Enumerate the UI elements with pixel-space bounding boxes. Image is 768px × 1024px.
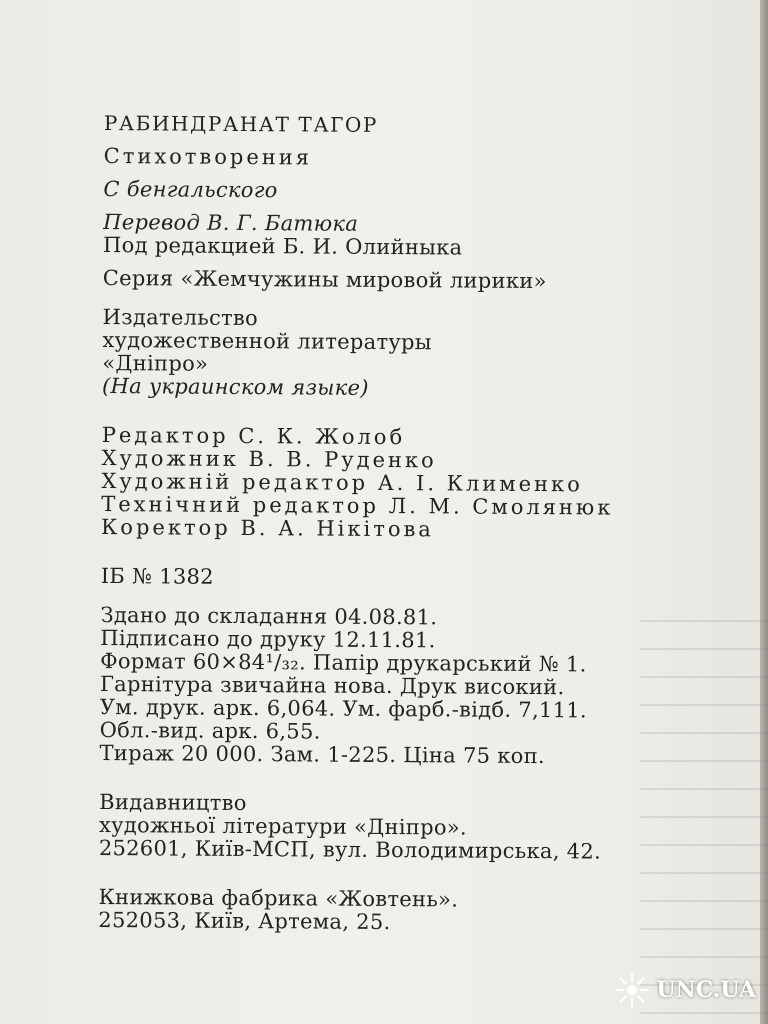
series-name: Серия «Жемчужины мировой лирики» <box>102 265 547 294</box>
publisher-line: «Дніпро» <box>102 350 209 376</box>
address-line: Видавництво <box>99 789 247 816</box>
print-detail: Обл.-вид. арк. 6,55. <box>99 717 321 744</box>
address-line: 252053, Київ, Артема, 25. <box>98 907 391 935</box>
print-detail: Тираж 20 000. Зам. 1-225. Ціна 75 коп. <box>99 740 546 769</box>
credit-line: Технічний редактор Л. М. Смолянюк <box>101 491 614 520</box>
credit-line: Художній редактор А. І. Клименко <box>101 468 583 497</box>
credit-line: Художник В. В. Руденко <box>101 445 437 473</box>
print-detail: Гарнітура звичайна нова. Друк високий. <box>99 671 565 700</box>
print-detail: Формат 60×84¹/₃₂. Папір друкарський № 1. <box>100 648 587 677</box>
book-title: Стихотворения <box>103 143 313 170</box>
publisher-line: Издательство <box>102 304 259 331</box>
print-details-block <box>99 604 740 769</box>
author-name: РАБИНДРАНАТ ТАГОР <box>103 111 379 137</box>
address-line: художньої літератури «Дніпро». <box>98 812 468 840</box>
colophon-text <box>98 112 744 936</box>
chief-editor: Под редакцией Б. И. Олийныка <box>102 232 463 260</box>
print-detail: Підписано до друку 12.11.81. <box>100 625 436 653</box>
factory-address-block <box>98 886 738 936</box>
print-detail: Здано до складання 04.08.81. <box>100 602 438 630</box>
watermark-text: UNC.UA <box>656 977 756 1003</box>
publisher-line: художественной литературы <box>102 327 432 355</box>
publisher-block <box>102 306 743 402</box>
address-line: 252601, Київ-МСП, вул. Володимирська, 42. <box>98 835 602 864</box>
translator: Перевод В. Г. Батюка <box>103 209 359 236</box>
credit-line: Коректор В. А. Нікітова <box>101 514 434 542</box>
address-line: Книжкова фабрика «Жовтень». <box>98 884 459 912</box>
publisher-line: (На украинском языке) <box>102 373 369 400</box>
credit-line: Редактор С. К. Жолоб <box>101 422 406 450</box>
print-detail: Ум. друк. арк. 6,064. Ум. фарб.-відб. 7,111. <box>99 694 588 723</box>
credits-block <box>101 424 742 543</box>
site-watermark <box>614 972 756 1008</box>
source-language: С бенгальского <box>103 176 278 203</box>
publisher-address-block <box>99 791 739 864</box>
sunburst-logo-icon <box>614 972 650 1008</box>
ib-number: ІБ № 1382 <box>100 563 214 589</box>
